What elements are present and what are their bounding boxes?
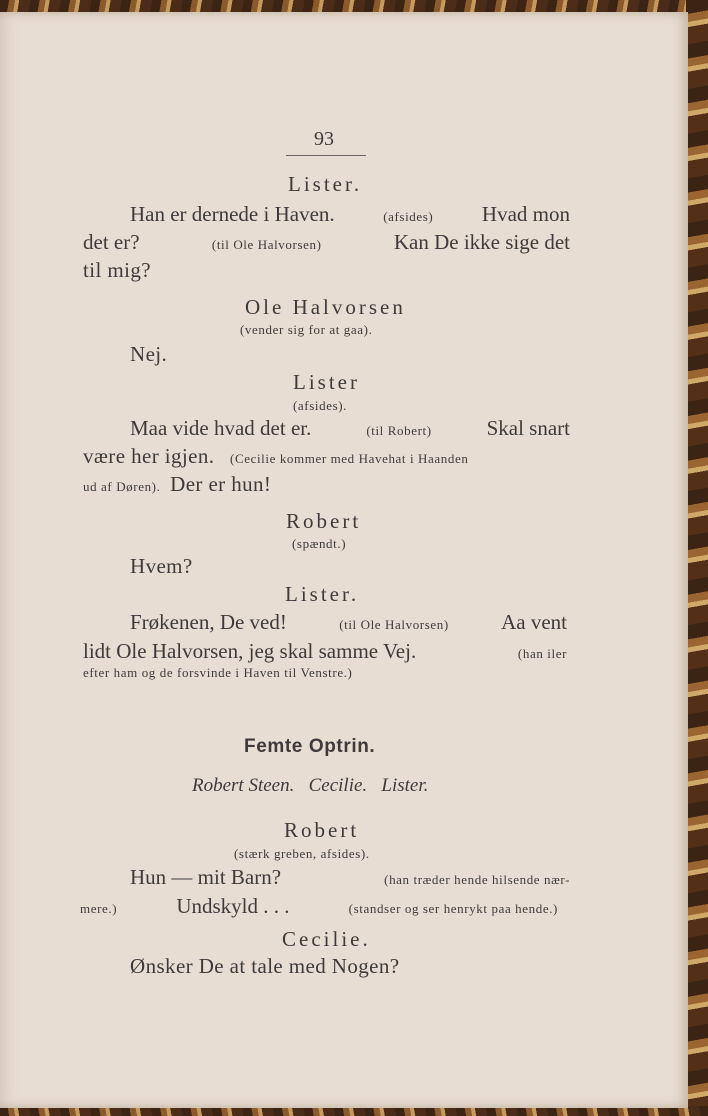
stage-direction: (standser og ser henrykt paa hende.): [348, 901, 558, 916]
dialogue-text: Hvad mon: [481, 202, 570, 226]
speaker-lister: Lister: [293, 370, 360, 394]
speaker-robert: Robert: [286, 509, 362, 533]
stage-direction: (han iler: [517, 646, 567, 661]
dialogue-text: være her igjen.: [83, 444, 215, 468]
stage-direction: (til Ole Halvorsen): [339, 617, 449, 632]
dialogue-text: Frøkenen, De ved!: [130, 610, 287, 634]
stage-direction: (spændt.): [292, 536, 347, 551]
stage-direction: (stærk greben, afsides).: [234, 846, 370, 861]
speaker-lister: Lister.: [288, 172, 363, 196]
stage-direction: (til Ole Halvorsen): [211, 237, 322, 252]
speaker-robert: Robert: [284, 818, 360, 842]
stage-direction: (vender sig for at gaa).: [240, 322, 373, 337]
dialogue-text: lidt Ole Halvorsen, jeg skal samme Vej.: [83, 639, 417, 663]
dialogue-text: Ønsker De at tale med Nogen?: [130, 954, 400, 978]
stage-direction: (til Robert): [366, 423, 432, 438]
book-page: [0, 12, 688, 1108]
dialogue-line: [130, 865, 570, 890]
dialogue-line: [83, 230, 570, 255]
dialogue-text: Hun — mit Barn?: [130, 865, 282, 889]
dialogue-text: Nej.: [130, 342, 168, 366]
speaker-ole-halvorsen: Ole Halvorsen: [245, 295, 406, 319]
dialogue-text: Undskyld . . .: [176, 894, 290, 918]
dialogue-line: [83, 472, 271, 497]
dialogue-text: det er?: [83, 230, 140, 254]
dialogue-text: Hvem?: [130, 554, 193, 578]
speaker-cecilie: Cecilie.: [282, 927, 371, 951]
dialogue-text: Skal snart: [486, 416, 570, 440]
stage-direction: mere.): [80, 901, 118, 916]
stage-direction: ud af Døren).: [83, 479, 161, 494]
dialogue-text: til mig?: [83, 258, 151, 282]
dialogue-line: [83, 444, 570, 469]
dialogue-line: [83, 639, 567, 664]
scene-characters: Robert Steen. Cecilie. Lister.: [192, 775, 429, 796]
dialogue-text: Aa vent: [501, 610, 567, 634]
stage-direction: (han træder hende hilsende nær-: [384, 872, 570, 887]
speaker-lister: Lister.: [285, 582, 360, 606]
dialogue-line: [130, 202, 570, 227]
stage-direction: (afsides).: [293, 398, 348, 413]
dialogue-line: [130, 610, 567, 635]
book-edge-right: [686, 0, 708, 1116]
dialogue-text: Han er dernede i Haven.: [130, 202, 335, 226]
dialogue-text: Kan De ikke sige det: [393, 230, 570, 254]
stage-direction: (afsides): [383, 209, 434, 224]
dialogue-text: Der er hun!: [170, 472, 272, 496]
stage-direction: (Cecilie kommer med Havehat i Haanden: [230, 451, 469, 466]
page-number-rule: [286, 155, 366, 156]
page-number: 93: [314, 128, 334, 150]
dialogue-line: [80, 894, 558, 919]
stage-direction: efter ham og de forsvinde i Haven til Venstre.): [83, 665, 353, 680]
scene-title: Femte Optrin.: [244, 736, 376, 757]
dialogue-line: [130, 416, 570, 441]
dialogue-text: Maa vide hvad det er.: [130, 416, 312, 440]
